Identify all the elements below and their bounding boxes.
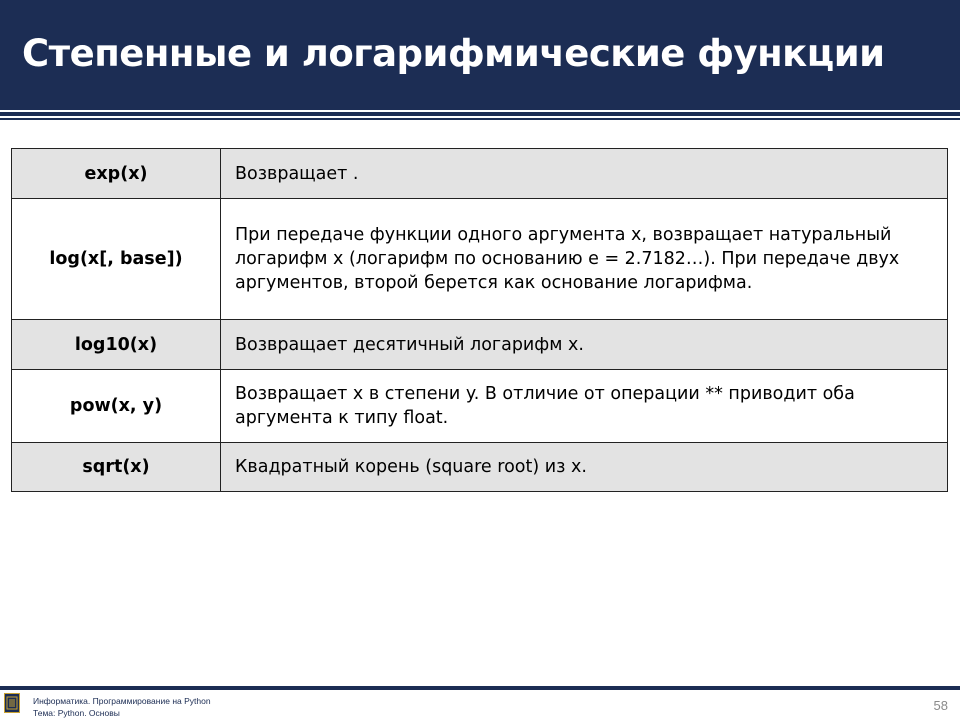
table-row <box>12 199 948 320</box>
table-row <box>12 370 948 443</box>
title-underline-thin <box>0 118 960 120</box>
table-row <box>12 443 948 492</box>
table-row <box>12 320 948 370</box>
page-number: 58 <box>933 698 948 713</box>
slide-title: Степенные и логарифмические функции <box>22 32 885 75</box>
function-name-cell: pow(x, y) <box>12 370 221 443</box>
title-bar <box>0 0 960 110</box>
footer-topic: Тема: Python. Основы <box>33 708 120 718</box>
university-logo-icon <box>4 693 20 713</box>
function-description-cell: Возвращает . <box>221 149 948 199</box>
function-name-cell: sqrt(x) <box>12 443 221 492</box>
function-description-cell: Возвращает x в степени y. В отличие от операции ** приводит оба аргумента к типу float. <box>221 370 948 443</box>
function-description-cell: При передаче функции одного аргумента x, возвращает натуральный логарифм x (логарифм по основанию e = 2.7182…). При передаче двух аргументов, второй берется как основание логарифма. <box>221 199 948 320</box>
function-description-cell: Квадратный корень (square root) из x. <box>221 443 948 492</box>
table-row <box>12 149 948 199</box>
title-underline-thick <box>0 112 960 116</box>
function-name-cell: log10(x) <box>12 320 221 370</box>
function-description-cell: Возвращает десятичный логарифм x. <box>221 320 948 370</box>
functions-table <box>11 148 948 492</box>
footer-course: Информатика. Программирование на Python <box>33 696 211 706</box>
function-name-cell: log(x[, base]) <box>12 199 221 320</box>
function-name-cell: exp(x) <box>12 149 221 199</box>
footer-rule <box>0 686 960 690</box>
